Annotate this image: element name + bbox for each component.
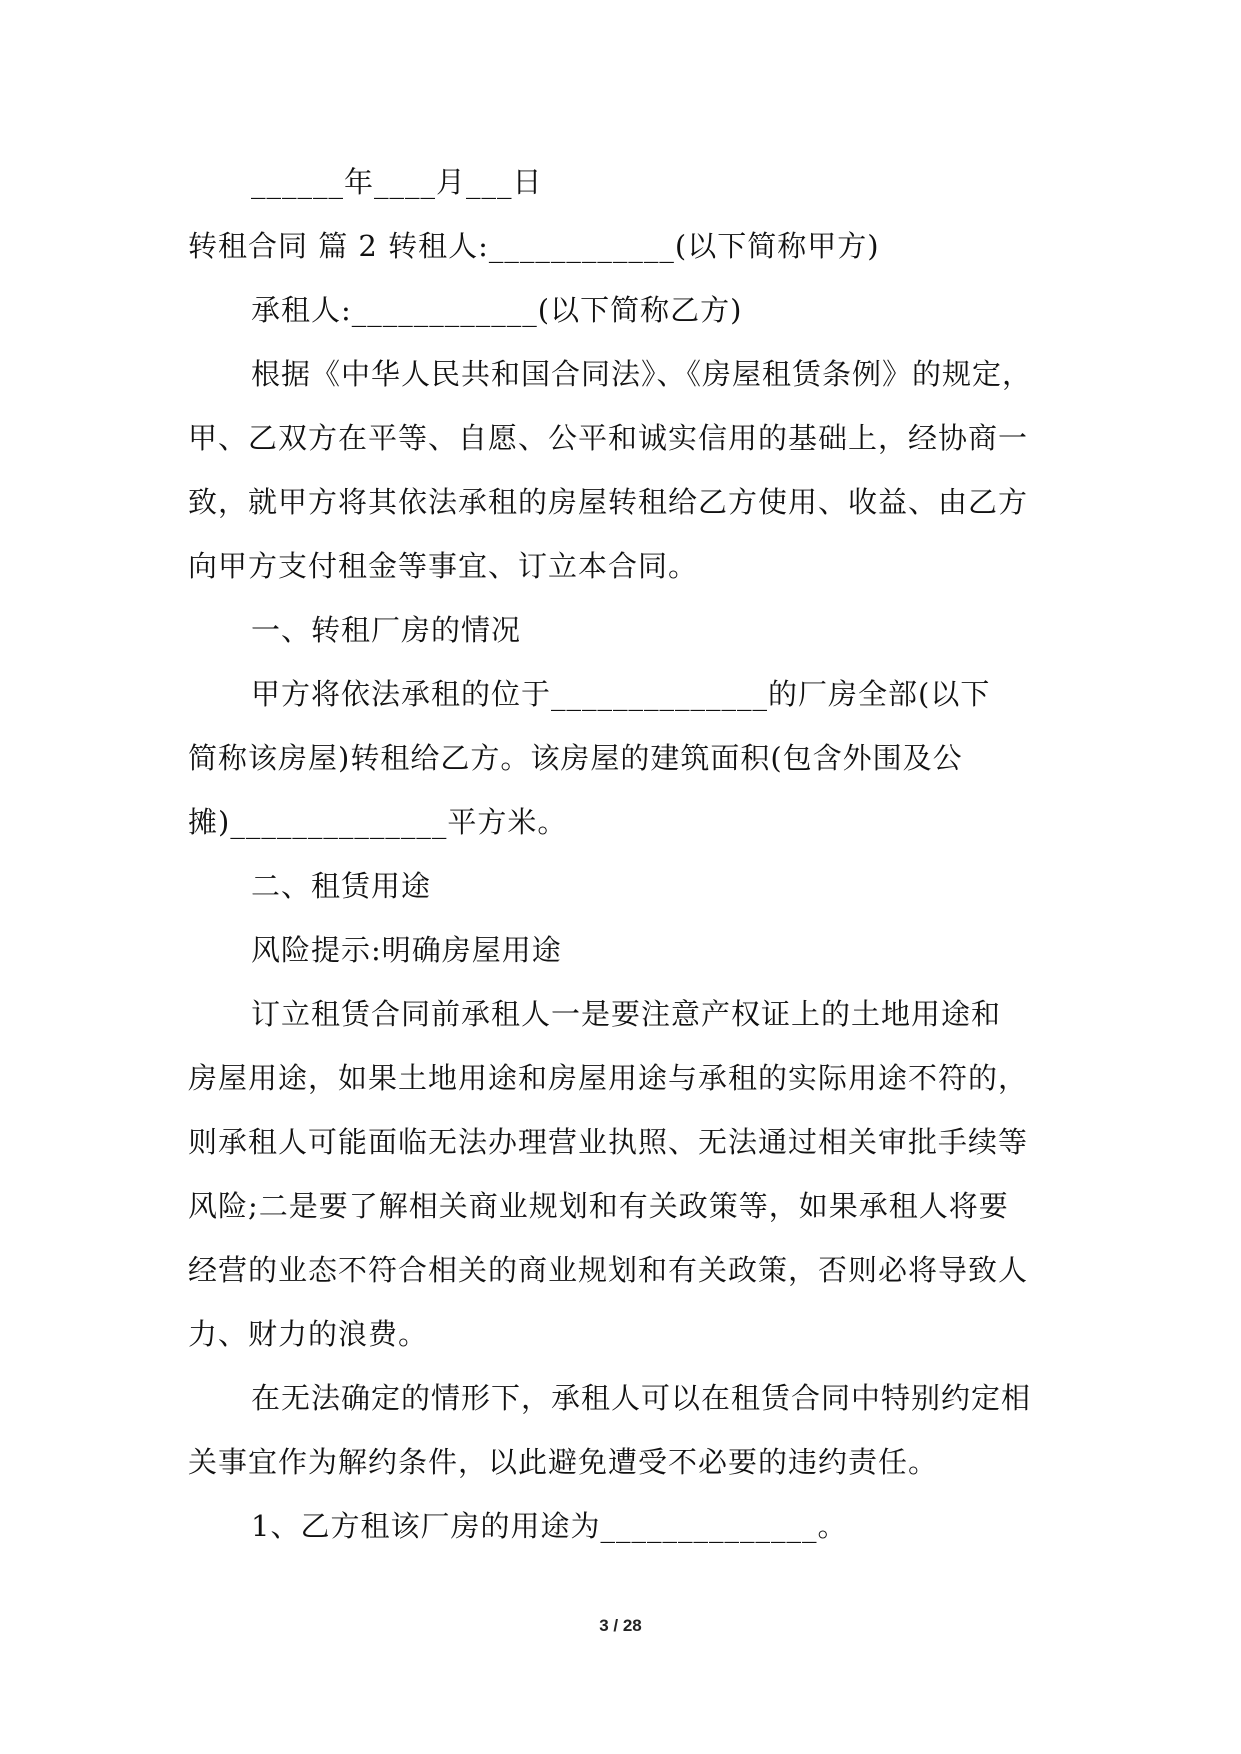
paragraph-line: 订立租赁合同前承租人一是要注意产权证上的土地用途和 bbox=[251, 997, 1002, 1031]
clause-line: 1、乙方租该厂房的用途为______________。 bbox=[251, 1509, 848, 1543]
paragraph-line: 简称该房屋)转租给乙方。该房屋的建筑面积(包含外围及公 bbox=[188, 741, 963, 775]
page-number: 3 / 28 bbox=[599, 1616, 642, 1635]
paragraph-line: 向甲方支付租金等事宜、订立本合同。 bbox=[188, 549, 699, 583]
paragraph-line: 甲、乙双方在平等、自愿、公平和诚实信用的基础上，经协商一 bbox=[188, 421, 1029, 455]
paragraph-line: 则承租人可能面临无法办理营业执照、无法通过相关审批手续等 bbox=[188, 1125, 1029, 1159]
paragraph-line: 甲方将依法承租的位于______________的厂房全部(以下 bbox=[251, 677, 991, 711]
paragraph-line: 致，就甲方将其依法承租的房屋转租给乙方使用、收益、由乙方 bbox=[188, 485, 1029, 519]
paragraph-line: 摊)______________平方米。 bbox=[188, 805, 568, 839]
paragraph-line: 关事宜作为解约条件，以此避免遭受不必要的违约责任。 bbox=[188, 1445, 939, 1479]
date-line: ______年____月___日 bbox=[251, 165, 543, 199]
section-heading: 二、租赁用途 bbox=[251, 869, 432, 903]
risk-note-heading: 风险提示:明确房屋用途 bbox=[251, 933, 562, 967]
paragraph-line: 房屋用途，如果土地用途和房屋用途与承租的实际用途不符的， bbox=[188, 1061, 1029, 1095]
paragraph-line: 在无法确定的情形下，承租人可以在租赁合同中特别约定相 bbox=[251, 1381, 1032, 1415]
paragraph-line: 经营的业态不符合相关的商业规划和有关政策，否则必将导致人 bbox=[188, 1253, 1029, 1287]
paragraph-line: 力、财力的浪费。 bbox=[188, 1317, 429, 1351]
paragraph-line: 根据《中华人民共和国合同法》、《房屋租赁条例》的规定， bbox=[251, 357, 1033, 391]
paragraph-line: 风险;二是要了解相关商业规划和有关政策等，如果承租人将要 bbox=[188, 1189, 1009, 1223]
section-heading: 一、转租厂房的情况 bbox=[251, 613, 522, 647]
title-line: 转租合同 篇 2 转租人:____________(以下简称甲方) bbox=[188, 229, 880, 263]
lessee-line: 承租人:____________(以下简称乙方) bbox=[251, 293, 743, 327]
